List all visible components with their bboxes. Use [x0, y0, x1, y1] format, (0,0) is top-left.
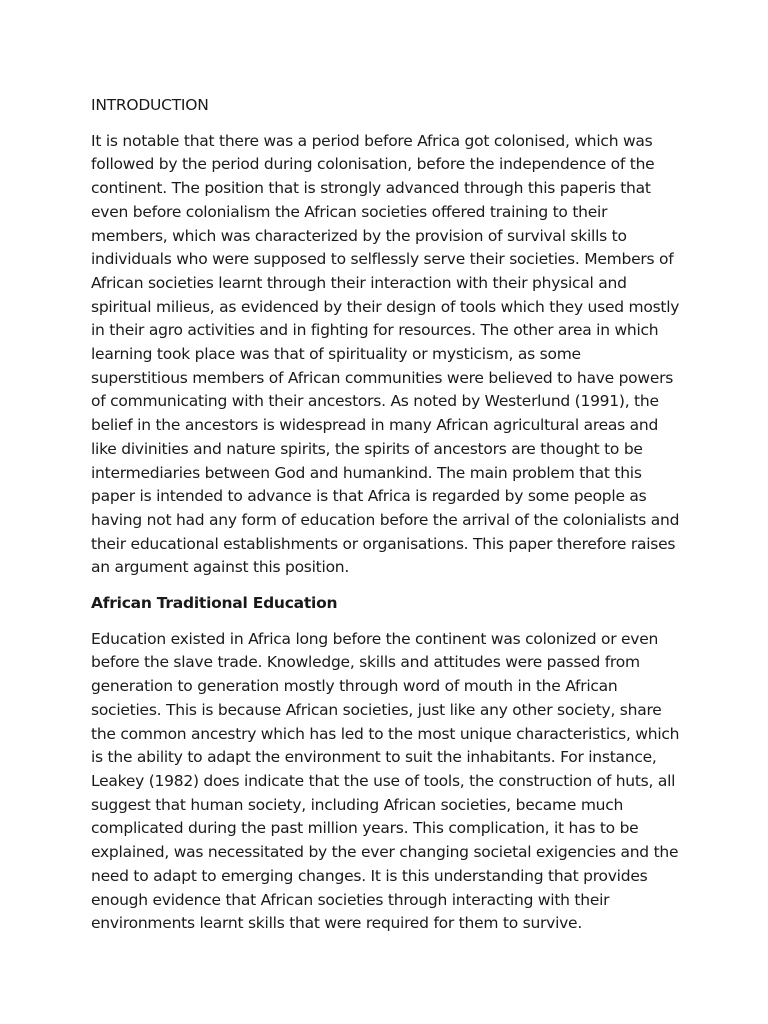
- section-paragraph: Education existed in Africa long before the continent was colonized or even before the slave trade. Knowledge, skills and attitudes were passed from generation to generation mostly through word of mouth in the African societies. This is because African societies, just like any other society, share the common ancestry which has led to the most unique characteristics, which is the ability to adapt the environment to suit the inhabitants. For instance, Leakey (1982) does indicate that the use of tools, the construction of huts, all suggest that human society, including African societies, became much complicated during the past million years. This complication, it has to be explained, was necessitated by the ever changing societal exigencies and the need to adapt to emerging changes. It is this understanding that provides enough evidence that African societies through interacting with their environments learnt skills that were required for them to survive.: [91, 629, 680, 933]
- section-heading: African Traditional Education: [91, 594, 338, 613]
- introduction-paragraph: It is notable that there was a period before Africa got colonised, which was followed by the period during colonisation, before the independence of the continent. The position that is strongly advanced through this paperis that even before colonialism the African societies offered training to their members, which was characterized by the provision of survival skills to individuals who were supposed to selflessly serve their societies. Members of African societies learnt through their interaction with their physical and spiritual milieus, as evidenced by their design of tools which they used mostly in their agro activities and in fighting for resources. The other area in which learning took place was that of spirituality or mysticism, as some superstitious members of African communities were believed to have powers of communicating with their ancestors. As noted by Westerlund (1991), the belief in the ancestors is widespread in many African agricultural areas and like divinities and nature spirits, the spirits of ancestors are thought to be intermediaries between God and humankind. The main problem that this paper is intended to advance is that Africa is regarded by some people as having not had any form of education before the arrival of the colonialists and their educational establishments or organisations. This paper therefore raises an argument against this position.: [91, 131, 680, 577]
- introduction-heading: INTRODUCTION: [91, 96, 209, 114]
